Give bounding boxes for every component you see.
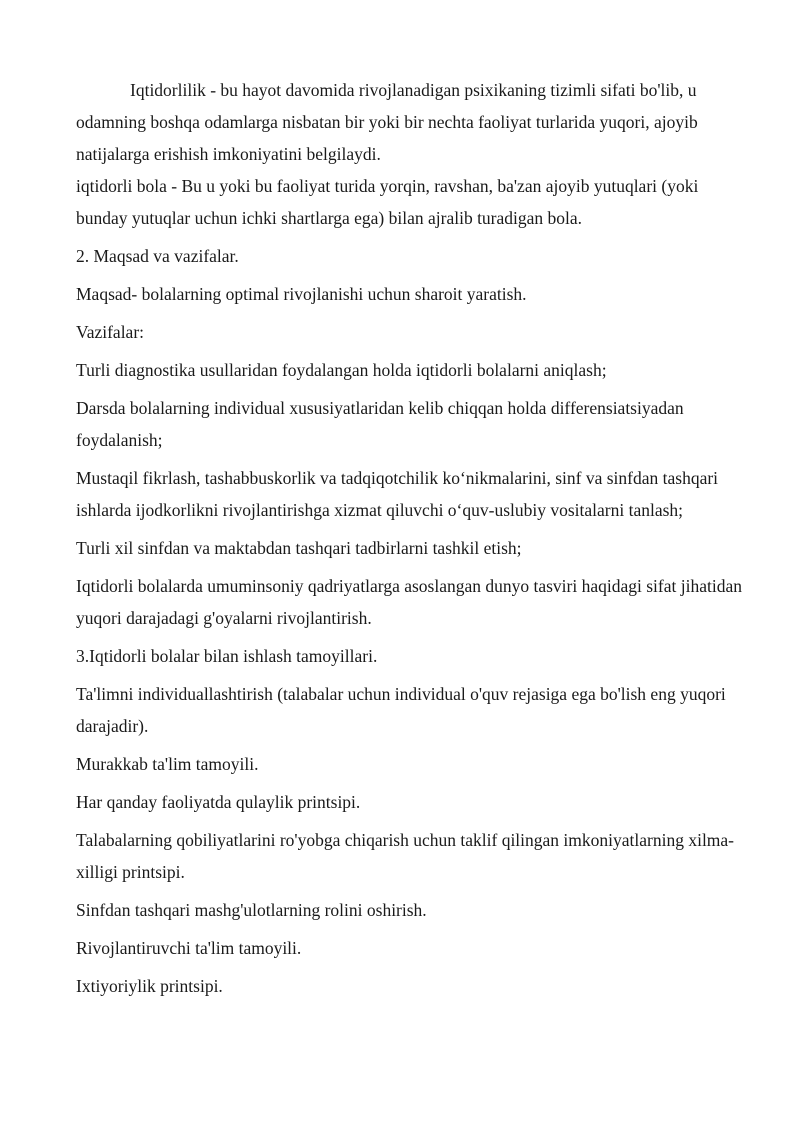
list-item-principle-6: Rivojlantiruvchi ta'lim tamoyili. xyxy=(76,938,302,958)
paragraph-definition-giftedness: Iqtidorlilik - bu hayot davomida rivojlanadigan psixikaning tizimli sifati bo'lib, u odamning boshqa odamlarga nisbatan bir yoki bir nechta faoliyat turlarida yuqori, ajoyib natijalarga erishish imkoniyatini belgilaydi. xyxy=(76,80,698,164)
paragraph-definition-gifted-child: iqtidorli bola - Bu u yoki bu faoliyat turida yorqin, ravshan, ba'zan ajoyib yutuqlari (yoki bunday yutuqlar uchun ichki shartlarga ega) bilan ajralib turadigan bola. xyxy=(76,176,699,228)
paragraph-goal: Maqsad- bolalarning optimal rivojlanishi uchun sharoit yaratish. xyxy=(76,284,527,304)
list-item-principle-1: Ta'limni individuallashtirish (talabalar uchun individual o'quv rejasiga ega bo'lish eng yuqori darajadir). xyxy=(76,684,726,736)
list-item-task-2: Darsda bolalarning individual xususiyatlaridan kelib chiqqan holda differensiatsiyadan foydalanish; xyxy=(76,398,684,450)
paragraph-tasks-label: Vazifalar: xyxy=(76,322,145,342)
list-item-principle-5: Sinfdan tashqari mashg'ulotlarning rolini oshirish. xyxy=(76,900,427,920)
list-item-task-4: Turli xil sinfdan va maktabdan tashqari tadbirlarni tashkil etish; xyxy=(76,538,522,558)
document-body xyxy=(76,74,748,1008)
list-item-task-5: Iqtidorli bolalarda umuminsoniy qadriyatlarga asoslangan dunyo tasviri haqidagi sifat jihatidan yuqori darajadagi g'oyalarni rivojlantirish. xyxy=(76,576,742,628)
list-item-task-3: Mustaqil fikrlash, tashabbuskorlik va tadqiqotchilik ko‘nikmalarini, sinf va sinfdan tashqari ishlarda ijodkorlikni rivojlantirishga xizmat qiluvchi o‘quv-uslubiy vositalarni tanlash; xyxy=(76,468,719,520)
list-item-principle-3: Har qanday faoliyatda qulaylik printsipi. xyxy=(76,792,361,812)
list-item-principle-4: Talabalarning qobiliyatlarini ro'yobga chiqarish uchun taklif qilingan imkoniyatlarning xilma-xilligi printsipi. xyxy=(76,830,735,882)
list-item-principle-2: Murakkab ta'lim tamoyili. xyxy=(76,754,259,774)
section-heading-goals: 2. Maqsad va vazifalar. xyxy=(76,246,239,266)
section-heading-principles: 3.Iqtidorli bolalar bilan ishlash tamoyillari. xyxy=(76,646,378,666)
list-item-principle-7: Ixtiyoriylik printsipi. xyxy=(76,976,223,996)
list-item-task-1: Turli diagnostika usullaridan foydalangan holda iqtidorli bolalarni aniqlash; xyxy=(76,360,607,380)
